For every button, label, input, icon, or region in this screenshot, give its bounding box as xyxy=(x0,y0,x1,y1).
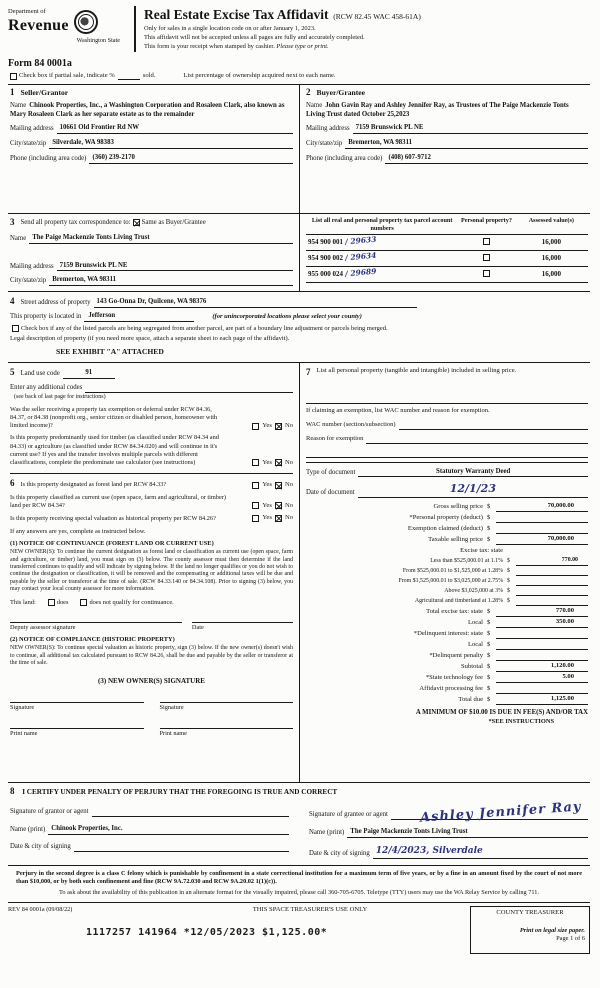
tax-line xyxy=(306,523,588,534)
partial-percent-input[interactable] xyxy=(118,73,140,80)
notice-continuance-title: (1) NOTICE OF CONTINUANCE (FOREST LAND OR CURRENT USE) xyxy=(10,540,214,548)
no-checkbox[interactable] xyxy=(275,459,282,466)
dollar-sign: $ xyxy=(487,685,491,693)
segregated-checkbox[interactable] xyxy=(12,325,19,332)
dollar-sign: $ xyxy=(487,630,491,638)
buyer-csz-field[interactable]: Bremerton, WA 98311 xyxy=(345,139,588,149)
parcel-handwritten-number: / 29634 xyxy=(344,250,377,263)
tax-line xyxy=(306,628,588,639)
alternate-format-note: To ask about the availability of this publication in an alternate format for the visually impaired, please call 360-705-6705. Teletype (TTY) users may use the WA Relay Service by calling 711. xyxy=(58,889,540,897)
tax-line-label: *Delinquent interest: state xyxy=(413,630,483,638)
personal-property-field[interactable] xyxy=(306,379,588,401)
tax-line-label: From $1,525,000.01 to $3,025,000 at 2.75% xyxy=(398,577,503,584)
tax-line-value[interactable] xyxy=(516,547,588,556)
tax-line xyxy=(306,661,588,672)
perjury-notice xyxy=(8,865,590,903)
tax-line-value[interactable]: 1,125.00 xyxy=(496,695,588,705)
grantee-signature-field[interactable] xyxy=(391,799,588,826)
seller-title: Seller/Grantor xyxy=(20,88,69,98)
dollar-sign: $ xyxy=(487,536,491,544)
tax-line-label: Subtotal xyxy=(461,663,483,671)
notice-compliance-title: (2) NOTICE OF COMPLIANCE (HISTORIC PROPERTY) xyxy=(10,636,175,644)
does-label: does xyxy=(56,598,69,606)
doc-date-field[interactable]: 12/1/23 xyxy=(358,482,588,497)
street-address-label: Street address of property xyxy=(20,299,91,307)
section-7-number: 7 xyxy=(306,367,311,378)
parcel-row xyxy=(306,250,588,266)
personal-property-label: List all personal property (tangible and intangible) included in selling price. xyxy=(316,367,517,375)
tax-line xyxy=(306,586,588,596)
grantor-signature-label: Signature of grantor or agent xyxy=(10,808,89,816)
classification-section xyxy=(10,473,293,738)
grantor-signature-field[interactable] xyxy=(92,808,289,817)
reason-exemption-field-2[interactable] xyxy=(306,449,588,458)
note-single-location: Only for sales in a single location code on or after January 1, 2023. xyxy=(144,24,316,32)
dept-of-label: Department of xyxy=(8,8,46,15)
reason-exemption-field[interactable] xyxy=(366,435,588,444)
certification-title: I CERTIFY UNDER PENALTY OF PERJURY THAT THE FOREGOING IS TRUE AND CORRECT xyxy=(22,788,338,797)
additional-codes-field[interactable] xyxy=(85,384,293,393)
land-use-code-field[interactable]: 91 xyxy=(63,369,115,379)
parcel-table-section xyxy=(299,214,590,291)
tax-line-label: Local xyxy=(467,619,483,627)
form-header xyxy=(8,6,590,54)
grantor-certification xyxy=(10,800,289,859)
yes-checkbox[interactable] xyxy=(252,502,259,509)
note-receipt: This form is your receipt when stamped by cashier. Please type or print. xyxy=(144,43,329,51)
doc-type-field[interactable]: Statutory Warranty Deed xyxy=(358,468,588,478)
tax-line-label: Total due xyxy=(458,696,483,704)
seller-phone-field[interactable]: (360) 239-2170 xyxy=(89,154,293,164)
timber-agriculture-question: Is this property predominantly used for timber (as classified under RCW 84.34 and 84.33) or agriculture (as classified under RCW 84.34.020) and will continue in it's current use? If yes and the transfer involves multiple parcels with different classifications, complete the predominate use calculator (see instructions) xyxy=(10,434,219,466)
tax-line-value[interactable] xyxy=(516,577,588,586)
no-checkbox[interactable] xyxy=(275,482,282,489)
grantor-name-label: Name (print) xyxy=(10,826,46,834)
tax-line-label: *State technology fee xyxy=(425,674,483,682)
assessed-value-cell[interactable]: 16,000 xyxy=(515,234,588,250)
buyer-name-value: John Gavin Ray and Ashley Jennifer Ray, as Trustees of The Paige Mackenzie Tonts Living Trust dated October 25,2023 xyxy=(306,101,569,119)
parcel-account-cell[interactable]: 954 900 002 / 29634 xyxy=(306,250,458,266)
dor-logo xyxy=(8,6,134,52)
assessed-value-cell[interactable]: 16,000 xyxy=(515,250,588,266)
yes-checkbox[interactable] xyxy=(252,515,259,522)
tax-line-value[interactable]: 350.00 xyxy=(496,618,588,628)
this-land-label: This land: xyxy=(10,598,36,606)
county-select[interactable]: Jefferson xyxy=(84,312,194,322)
legal-description-value[interactable]: SEE EXHIBIT "A" ATTACHED xyxy=(56,346,164,356)
deputy-date-line[interactable]: Date xyxy=(192,622,293,632)
section-1-number: 1 xyxy=(10,87,15,98)
wac-number-field[interactable] xyxy=(399,421,588,430)
assessed-value-col-header: Assessed value(s) xyxy=(528,217,574,225)
tax-line xyxy=(306,650,588,661)
timber-agriculture-answer: Yes No xyxy=(227,459,293,468)
tax-line xyxy=(306,534,588,545)
correspondence-name-label: Name xyxy=(10,234,27,242)
personal-property-section xyxy=(306,365,588,401)
doc-date-label: Date of document xyxy=(306,488,355,496)
legal-description-label: Legal description of property (if you need more space, attach a separate sheet to each page of the affidavit). xyxy=(10,335,290,343)
buyer-phone-field[interactable]: (408) 607-9712 xyxy=(385,154,588,164)
parties-section xyxy=(8,85,590,213)
tax-line xyxy=(306,639,588,650)
tax-line-value[interactable] xyxy=(496,652,588,661)
section-5-number: 5 xyxy=(10,367,15,378)
partial-sale-row xyxy=(8,72,590,86)
tax-line-label: Less than $525,000.01 at 1.1% xyxy=(430,557,503,564)
owner-signature-row xyxy=(10,702,293,712)
exemption-deferral-answer: Yes No xyxy=(227,422,293,431)
tax-line xyxy=(306,512,588,523)
yes-checkbox[interactable] xyxy=(252,459,259,466)
parcel-handwritten-number: / 29689 xyxy=(344,266,377,279)
buyer-title: Buyer/Grantee xyxy=(316,88,366,98)
correspondence-mailing-field[interactable]: 7159 Brunswick PL NE xyxy=(57,262,293,272)
left-column xyxy=(8,363,299,782)
tax-line-label: Affidavit processing fee xyxy=(419,685,483,693)
current-use-answer: Yes No xyxy=(227,502,293,511)
tax-line-value[interactable]: 770.00 xyxy=(516,557,588,566)
legal-paper-note: Print on legal size paper. xyxy=(519,926,585,934)
seller-csz-label: City/state/zip xyxy=(10,140,47,148)
land-use-section xyxy=(10,367,293,467)
dollar-sign: $ xyxy=(507,557,510,564)
section-4-number: 4 xyxy=(10,296,15,307)
seller-mailing-field[interactable]: 10661 Old Frontier Rd NW xyxy=(57,124,293,134)
tax-line-label: Excise tax: state xyxy=(460,547,503,555)
exemption-intro: If claiming an exemption, list WAC number and reason for exemption. xyxy=(306,407,490,415)
tax-line xyxy=(306,672,588,683)
additional-codes-label: Enter any additional codes xyxy=(10,384,83,392)
section-2-number: 2 xyxy=(306,87,311,98)
seller-mailing-label: Mailing address xyxy=(10,125,54,133)
partial-sale-label: Check box if partial sale, indicate % xyxy=(19,71,115,79)
main-columns xyxy=(8,362,590,782)
parcel-table xyxy=(306,216,588,283)
street-address-field[interactable]: 143 Go-Onna Dr, Quilcene, WA 98376 xyxy=(94,298,418,308)
dollar-sign: $ xyxy=(487,525,491,533)
dollar-sign: $ xyxy=(487,619,491,627)
tax-line xyxy=(306,683,588,694)
notice-continuance-body: NEW OWNER(S): To continue the current designation as forest land or classification as current use (open space, farm and agriculture, or timber) land, you must sign on (3) below. The county assessor must then determine if the land transferred continues to qualify and will indicate by signing below. If the land no longer qualifies or you do not wish to continue the designation or classification, it will be removed and the compensating or additional taxes will be due and payable by the seller or transferor at the time of sale. (RCW 84.33.140 or 84.34.108). Prior to signing (3) below, you may contact your local county assessor for more information. xyxy=(10,549,293,593)
unincorporated-note: (for unincorporated locations please select your county) xyxy=(212,313,362,321)
certification-section xyxy=(8,782,590,864)
doc-type-label: Type of document xyxy=(306,468,356,476)
tax-line xyxy=(306,545,588,556)
tax-line xyxy=(306,606,588,617)
wac-number-label: WAC number (section/subsection) xyxy=(306,421,396,429)
tax-line-value[interactable] xyxy=(496,685,588,694)
rev-number: REV 84 0001a (09/08/22) xyxy=(8,906,73,914)
personal-property-checkbox[interactable] xyxy=(483,254,490,261)
dollar-sign: $ xyxy=(487,674,491,682)
exemption-section xyxy=(306,403,588,457)
note-fully-completed: This affidavit will not be accepted unless all pages are fully and accurately completed. xyxy=(144,33,365,41)
tax-line xyxy=(306,694,588,705)
dollar-sign: $ xyxy=(487,514,491,522)
personal-property-checkbox[interactable] xyxy=(483,238,490,245)
grantor-name-field[interactable]: Chinook Properties, Inc. xyxy=(48,825,289,835)
parcel-account-cell[interactable]: 955 000 024 / 29689 xyxy=(306,266,458,282)
right-column xyxy=(299,363,590,782)
no-checkbox[interactable] xyxy=(275,515,282,522)
personal-property-checkbox[interactable] xyxy=(483,270,490,277)
correspondence-section xyxy=(8,214,299,291)
tax-line-value[interactable]: 70,000.00 xyxy=(496,535,588,545)
tax-line-value[interactable]: 70,000.00 xyxy=(496,502,588,512)
tax-line xyxy=(306,501,588,512)
tax-line xyxy=(306,576,588,586)
send-correspondence-label: Send all property tax correspondence to: xyxy=(20,218,131,226)
grantee-date-field[interactable]: 12/4/2023, Silverdale xyxy=(373,846,588,859)
section-6-number: 6 xyxy=(10,478,15,489)
seller-csz-field[interactable]: Silverdale, WA 98383 xyxy=(49,139,293,149)
tax-line-label: Agricultural and timberland at 1.28% xyxy=(414,597,503,604)
dollar-sign: $ xyxy=(487,696,491,704)
historic-property-question: Is this property receiving special valuation as historical property per RCW 84.26? xyxy=(10,514,216,522)
same-as-buyer-label: Same as Buyer/Grantee xyxy=(141,218,206,226)
seller-name-field[interactable]: Name Chinook Properties, Inc., a Washington Corporation and Rosaleen Clark, also known as Mary Rosaleen Clark as her separate estate as to the remainder xyxy=(10,101,285,119)
tax-line-value[interactable] xyxy=(496,514,588,523)
personal-property-col-header: Personal property? xyxy=(461,217,512,225)
dollar-sign: $ xyxy=(507,587,510,594)
does-not-label: does not qualify for continuance. xyxy=(89,598,174,606)
seller-phone-label: Phone (including area code) xyxy=(10,154,87,162)
property-location-section xyxy=(8,291,590,362)
tax-line-value[interactable] xyxy=(496,641,588,650)
title-block xyxy=(134,6,590,52)
tax-line-value[interactable]: 5.00 xyxy=(496,673,588,683)
dollar-sign: $ xyxy=(487,652,491,660)
assessed-value-cell[interactable]: 16,000 xyxy=(515,266,588,282)
cashier-receipt-stamp: 1117257 141964 *12/05/2023 $1,125.00* xyxy=(86,926,328,938)
new-owner-signature-title: (3) NEW OWNER(S) SIGNATURE xyxy=(98,676,205,685)
additional-codes-note: (see back of last page for instructions) xyxy=(14,394,106,401)
tax-line-label: Exemption claimed (deduct) xyxy=(407,525,483,533)
owner-printname-row xyxy=(10,728,293,738)
section-3-number: 3 xyxy=(10,217,15,228)
buyer-mailing-label: Mailing address xyxy=(306,125,350,133)
excise-tax-computation xyxy=(306,501,588,705)
dollar-sign: $ xyxy=(487,503,491,511)
grantee-name-field[interactable]: The Paige Mackenzie Tonts Living Trust xyxy=(347,828,588,838)
tax-line-label: Local xyxy=(467,641,483,649)
tax-line-value[interactable] xyxy=(496,630,588,639)
correspondence-mailing-label: Mailing address xyxy=(10,262,54,270)
tax-line-value[interactable]: 1,120.00 xyxy=(496,662,588,672)
footer xyxy=(8,902,590,960)
tax-line-label: Above $3,025,000 at 3% xyxy=(444,587,503,594)
parcel-handwritten-number: / 29633 xyxy=(344,234,377,246)
historic-property-answer: Yes No xyxy=(227,514,293,523)
tax-line-value[interactable] xyxy=(496,525,588,534)
seller-name-value: Chinook Properties, Inc., a Washington Corporation and Rosaleen Clark, also known as Mary Rosaleen Clark as her separate estate as to the remainder xyxy=(10,101,285,119)
yes-checkbox[interactable] xyxy=(252,423,259,430)
deputy-assessor-signature-line[interactable]: Deputy assessor signature xyxy=(10,622,182,632)
partial-sold-label: sold. xyxy=(142,71,156,79)
tax-line xyxy=(306,596,588,606)
form-title: Real Estate Excise Tax Affidavit xyxy=(144,7,329,22)
perjury-text: Perjury in the second degree is a class C felony which is punishable by confinement in a state correctional institution for a maximum term of five years, or by a fine in an amount fixed by the court of not more than $10,000, or by both such confinement and fine (RCW 9A.72.030 and RCW 9A.20.02 1(1)(c)). xyxy=(16,869,582,885)
partial-sale-checkbox[interactable] xyxy=(10,73,17,80)
if-yes-note: If any answers are yes, complete as instructed below. xyxy=(10,527,146,535)
tax-line xyxy=(306,566,588,576)
dollar-sign: $ xyxy=(507,567,510,574)
see-instructions-note: *SEE INSTRUCTIONS xyxy=(488,718,554,726)
tax-line-label: Gross selling price xyxy=(433,503,483,511)
grantee-signature-label: Signature of grantee or agent xyxy=(309,811,388,819)
tax-line-value[interactable] xyxy=(516,567,588,576)
land-use-label: Land use code xyxy=(20,370,60,378)
reason-exemption-label: Reason for exemption xyxy=(306,435,364,443)
revenue-wordmark: Revenue xyxy=(8,17,69,35)
dollar-sign: $ xyxy=(507,597,510,604)
buyer-mailing-field[interactable]: 7159 Brunswick PL NE xyxy=(353,124,588,134)
buyer-csz-label: City/state/zip xyxy=(306,140,343,148)
tax-line xyxy=(306,556,588,566)
parcel-account-cell[interactable]: 954 900 001 / 29633 xyxy=(306,234,458,250)
continuance-qualify-row xyxy=(10,599,293,607)
grantee-name-label: Name (print) xyxy=(309,829,345,837)
buyer-name-field[interactable]: Name John Gavin Ray and Ashley Jennifer Ray, as Trustees of The Paige Mackenzie Tonts Living Trust dated October 25,2023 xyxy=(306,101,569,119)
ownership-note: List percentage of ownership acquired next to each name. xyxy=(183,71,336,79)
washington-seal-icon xyxy=(74,10,98,34)
deputy-assessor-row xyxy=(10,622,293,632)
grantee-certification xyxy=(309,800,588,859)
does-not-checkbox[interactable] xyxy=(80,599,87,606)
treasurer-space-label: THIS SPACE TREASURER'S USE ONLY xyxy=(252,906,368,914)
seller-section xyxy=(8,85,299,213)
same-as-buyer-checkbox[interactable] xyxy=(133,219,140,226)
form-number: Form 84 0001a xyxy=(8,57,72,69)
does-checkbox[interactable] xyxy=(48,599,55,606)
yes-checkbox[interactable] xyxy=(252,482,259,489)
correspondence-csz-label: City/state/zip xyxy=(10,277,47,285)
tax-line-value[interactable] xyxy=(516,587,588,596)
washington-state-label: Washington State xyxy=(76,37,120,45)
dollar-sign: $ xyxy=(507,577,510,584)
tax-line-label: Taxable selling price xyxy=(428,536,483,544)
tax-line-label: From $525,000.01 to $1,525,000 at 1.28% xyxy=(402,567,503,574)
grantee-date-label: Date & city of signing xyxy=(309,849,370,857)
owner-printname-line-2[interactable]: Print name xyxy=(160,728,294,738)
exemption-deferral-question: Was the seller receiving a property tax exemption or deferral under RCW 84.36, 84.37, or 84.38 (nonprofit org., senior citizen or disabled person, homeowner with limited income)? xyxy=(10,405,218,430)
document-section xyxy=(306,462,588,498)
correspondence-parcels-section xyxy=(8,213,590,291)
forest-land-answer: Yes No xyxy=(227,481,293,490)
dollar-sign: $ xyxy=(487,663,491,671)
form-rcw: (RCW 82.45 WAC 458-61A) xyxy=(333,12,421,21)
dollar-sign: $ xyxy=(487,608,491,616)
buyer-section xyxy=(299,85,590,213)
tax-line-label: *Personal property (deduct) xyxy=(409,514,483,522)
dollar-sign: $ xyxy=(487,641,491,649)
notice-compliance-body: NEW OWNER(S): To continue special valuation as historic property, sign (3) below. If the new owner(s) doesn't wish to continue, all additional tax calculated pursuant to RCW 84.26, shall be due and payable by the seller or transferor at the time of sale. xyxy=(10,645,293,667)
grantee-signature-value: Ashley Jennifer Ray xyxy=(419,799,583,826)
owner-printname-line-1[interactable]: Print name xyxy=(10,728,144,738)
grantor-date-label: Date & city of signing xyxy=(10,843,71,851)
tax-line-value[interactable] xyxy=(516,597,588,606)
parcel-row xyxy=(306,266,588,282)
parcel-row xyxy=(306,234,588,250)
no-checkbox[interactable] xyxy=(275,502,282,509)
grantor-date-field[interactable] xyxy=(74,843,289,852)
buyer-phone-label: Phone (including area code) xyxy=(306,154,383,162)
segregated-label: Check box if any of the listed parcels are being segregated from another parcel, are part of a boundary line adjustment or parcels being merged. xyxy=(21,324,388,332)
tax-line xyxy=(306,617,588,628)
minimum-due-note: A MINIMUM OF $10.00 IS DUE IN FEE(S) AND/OR TAX xyxy=(415,708,588,716)
tax-line-label: Total excise tax: state xyxy=(426,608,483,616)
correspondence-csz-field[interactable]: Bremerton, WA 98311 xyxy=(49,276,293,286)
tax-line-label: *Delinquent penalty xyxy=(429,652,483,660)
current-use-question: Is this property classified as current use (open space, farm and agricultural, or timber) land per RCW 84.34? xyxy=(10,493,226,509)
no-checkbox[interactable] xyxy=(275,423,282,430)
county-treasurer-box xyxy=(470,906,590,954)
owner-signature-line-1[interactable]: Signature xyxy=(10,702,144,712)
forest-land-question: 6 Is this property designated as forest land per RCW 84.33? xyxy=(10,478,167,489)
section-8-number: 8 xyxy=(10,786,15,797)
located-in-label: This property is located in xyxy=(10,312,82,320)
tax-line-value[interactable]: 770.00 xyxy=(496,607,588,617)
county-treasurer-label: COUNTY TREASURER xyxy=(496,909,564,917)
page-indicator: Page 1 of 6 xyxy=(556,935,585,943)
correspondence-name-field[interactable]: The Paige Mackenzie Tonts Living Trust xyxy=(29,234,293,244)
owner-signature-line-2[interactable]: Signature xyxy=(160,702,294,712)
parcel-col-header: List all real and personal property tax parcel account numbers xyxy=(311,217,453,232)
